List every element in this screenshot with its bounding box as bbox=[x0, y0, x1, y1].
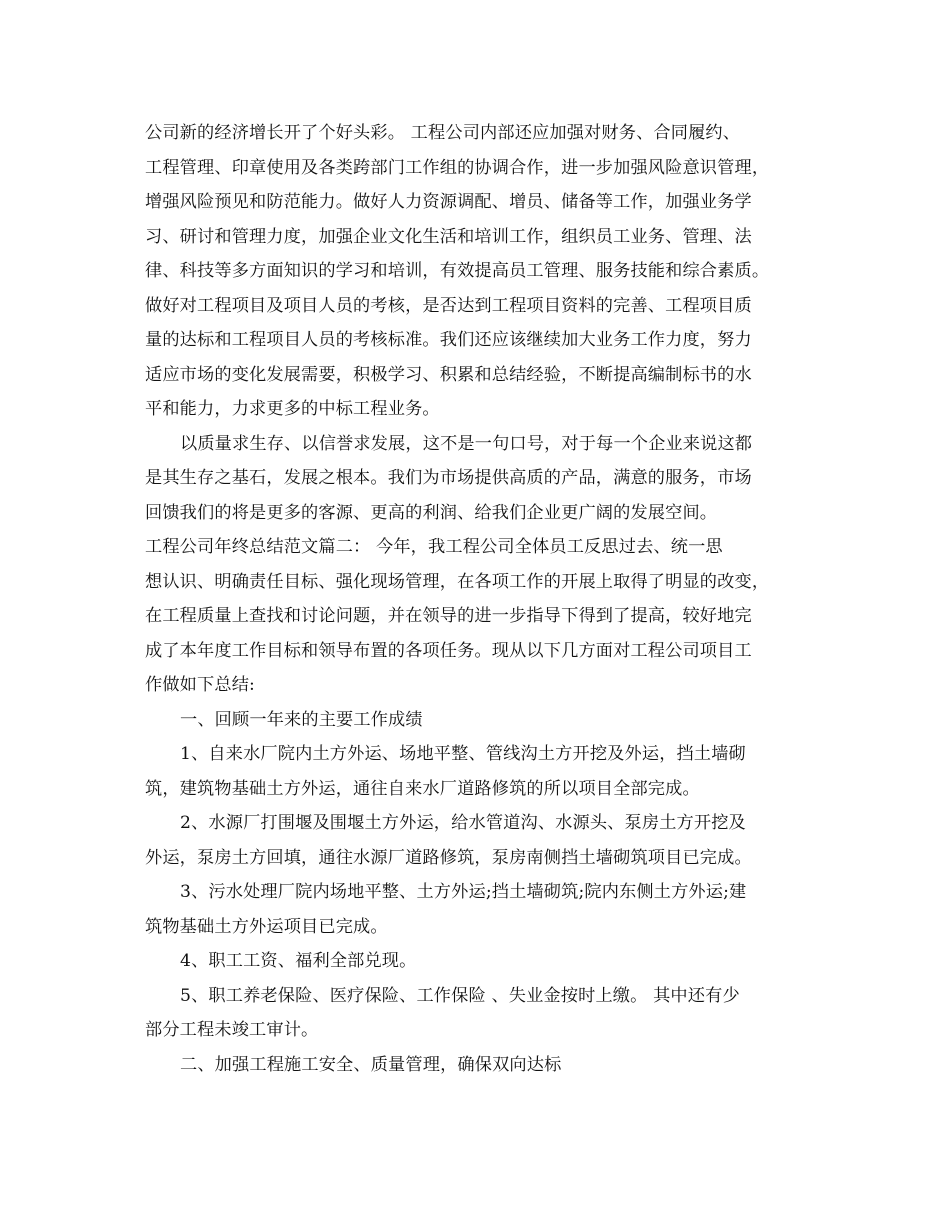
section-heading: 二、加强工程施工安全、质量管理，确保双向达标 bbox=[180, 1054, 562, 1075]
text-line: 在工程质量上查找和讨论问题，并在领导的进一步指导下得到了提高，较好地完 bbox=[145, 606, 752, 626]
text-line: 筑物基础土方外运项目已完成。 bbox=[145, 916, 388, 937]
paragraph-first-line: 以质量求生存、以信誉求发展，这不是一句口号，对于每一个企业来说这都 bbox=[180, 433, 753, 454]
text-line: 律、科技等多方面知识的学习和培训，有效提高员工管理、服务技能和综合素质。 bbox=[145, 261, 770, 281]
text-line: 想认识、明确责任目标、强化现场管理，在各项工作的开展上取得了明显的改变， bbox=[145, 571, 770, 592]
text-line: 量的达标和工程项目人员的考核标准。我们还应该继续加大业务工作力度，努力 bbox=[145, 330, 752, 350]
numbered-item-line: 1、自来水厂院内土方外运、场地平整、管线沟土方开挖及外运，挡土墙砌 bbox=[180, 744, 746, 764]
numbered-item-line: 3、污水处理厂院内场地平整、土方外运;挡土墙砌筑;院内东侧土方外运;建 bbox=[180, 882, 747, 902]
text-line: 公司新的经济增长开了个好头彩。 工程公司内部还应加强对财务、合同履约、 bbox=[145, 123, 741, 143]
numbered-item-line: 5、职工养老保险、医疗保险、工作保险 、失业金按时上缴。 其中还有少 bbox=[180, 985, 740, 1006]
text-line: 部分工程未竣工审计。 bbox=[145, 1020, 319, 1040]
text-line: 成了本年度工作目标和领导布置的各项任务。现从以下几方面对工程公司项目工 bbox=[145, 640, 752, 661]
text-line: 回馈我们的将是更多的客源、更高的利润、给我们企业更广阔的发展空间。 bbox=[145, 502, 718, 523]
text-line: 外运，泵房土方回填，通往水源厂道路修筑，泵房南侧挡土墙砌筑项目已完成。 bbox=[145, 847, 752, 868]
text-line: 作做如下总结: bbox=[145, 675, 255, 695]
text-line: 筑，建筑物基础土方外运，通往自来水厂道路修筑的所以项目全部完成。 bbox=[145, 778, 700, 799]
text-line: 工程管理、印章使用及各类跨部门工作组的协调合作，进一步加强风险意识管理， bbox=[145, 157, 770, 178]
text-line: 做好对工程项目及项目人员的考核，是否达到工程项目资料的完善、工程项目质 bbox=[145, 295, 752, 316]
numbered-item-line: 2、水源厂打围堰及围堰土方外运，给水管道沟、水源头、泵房土方开挖及 bbox=[180, 813, 746, 833]
text-line: 适应市场的变化发展需要，积极学习、积累和总结经验，不断提高编制标书的水 bbox=[145, 364, 752, 385]
text-line: 增强风险预见和防范能力。做好人力资源调配、增员、储备等工作，加强业务学 bbox=[145, 192, 752, 212]
text-line: 平和能力，力求更多的中标工程业务。 bbox=[145, 399, 440, 419]
document-body bbox=[145, 116, 815, 1082]
text-line: 习、研讨和管理力度，加强企业文化生活和培训工作，组织员工业务、管理、法 bbox=[145, 226, 752, 247]
section-title-line: 工程公司年终总结范文篇二： 今年，我工程公司全体员工反思过去、统一思 bbox=[145, 537, 723, 557]
numbered-item-line: 4、职工工资、福利全部兑现。 bbox=[180, 951, 417, 971]
section-heading: 一、回顾一年来的主要工作成绩 bbox=[180, 709, 423, 730]
text-line: 是其生存之基石，发展之根本。我们为市场提供高质的产品，满意的服务，市场 bbox=[145, 468, 752, 488]
